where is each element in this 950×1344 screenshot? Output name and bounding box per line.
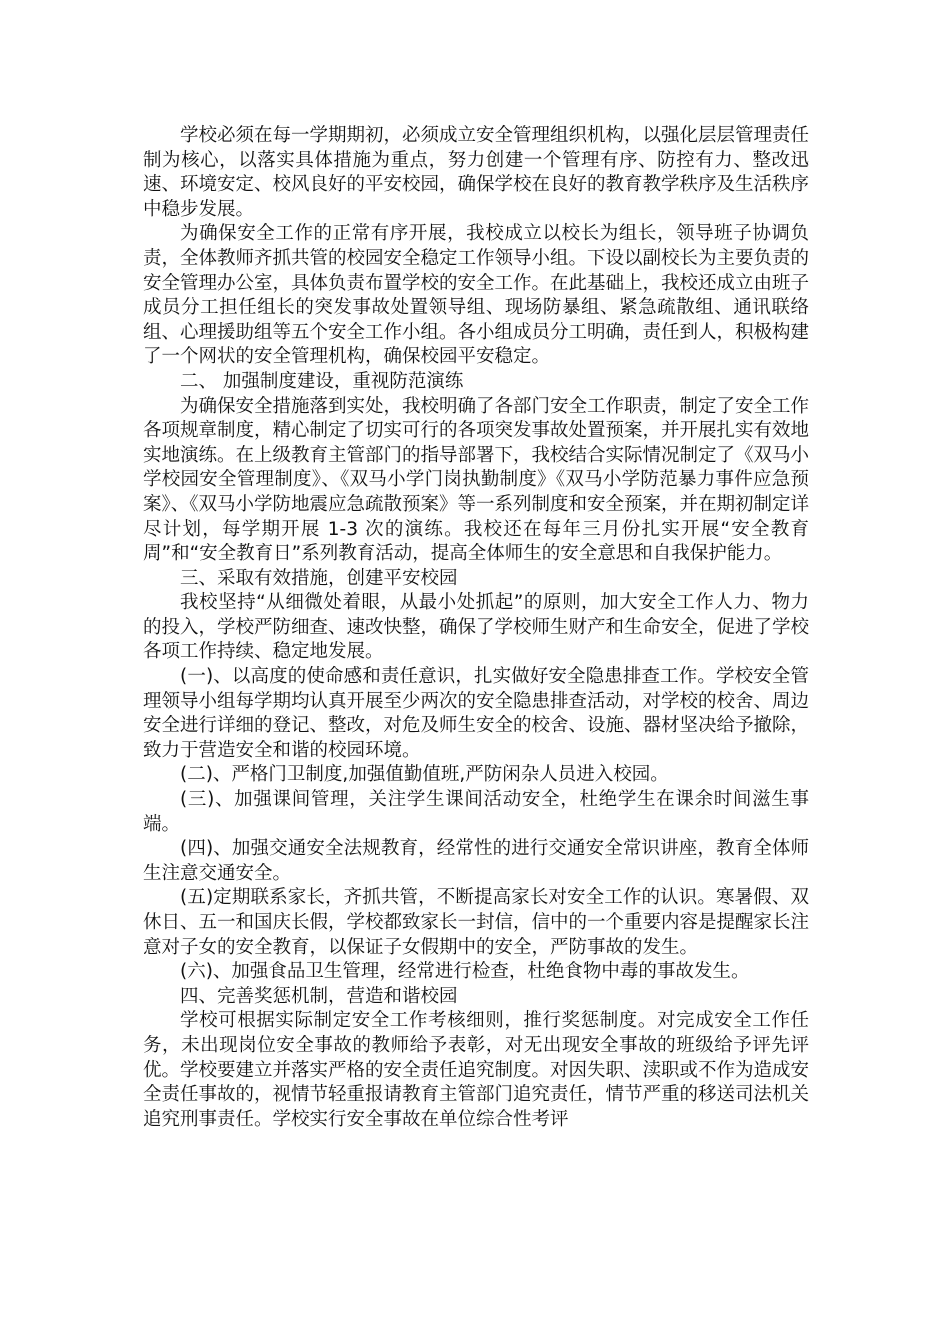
paragraph-item-6: (六)、加强食品卫生管理，经常进行检查，杜绝食物中毒的事故发生。 [180,961,750,983]
document-body [143,124,809,1132]
paragraph-2: 为确保安全工作的正常有序开展，我校成立以校长为组长，领导班子协调负责，全体教师齐抓共管的校园安全稳定工作领导小组。下设以副校长为主要负责的安全管理办公室，具体负责布置学校的安全工作。在此基础上，我校还成立由班子成员分工担任组长的突发事故处置领导组、现场防暴组、紧急疏散组、通讯联络组、心理援助组等五个安全工作小组。各小组成员分工明确，责任到人，积极构建了一个网状的安全管理机构，确保校园平安稳定。 [143,223,810,368]
paragraph-5: 学校可根据实际制定安全工作考核细则，推行奖惩制度。对完成安全工作任务，未出现岗位安全事故的教师给予表彰，对无出现安全事故的班级给予评先评优。学校要建立并落实严格的安全责任追究制度。对因失职、渎职或不作为造成安全责任事故的，视情节轻重报请教育主管部门追究责任，情节严重的移送司法机关追究刑事责任。学校实行安全事故在单位综合性考评 [143,1010,810,1130]
paragraph-item-5: (五)定期联系家长，齐抓共管，不断提高家长对安全工作的认识。寒暑假、双休日、五一和国庆长假，学校都致家长一封信，信中的一个重要内容是提醒家长注意对子女的安全教育，以保证子女假期中的安全，严防事故的发生。 [143,887,810,958]
paragraph-1: 学校必须在每一学期期初，必须成立安全管理组织机构，以强化层层管理责任制为核心，以落实具体措施为重点，努力创建一个管理有序、防控有力、整改迅速、环境安定、校风良好的平安校园，确保学校在良好的教育教学秩序及生活秩序中稳步发展。 [143,125,810,220]
paragraph-item-4: (四)、加强交通安全法规教育，经常性的进行交通安全常识讲座，教育全体师生注意交通安全。 [143,838,809,884]
section-heading-4: 四、完善奖惩机制，营造和谐校园 [180,985,458,1007]
section-heading-3: 三、采取有效措施，创建平安校园 [180,567,458,589]
section-heading-2: 二、 加强制度建设，重视防范演练 [180,370,464,392]
paragraph-4: 我校坚持“从细微处着眼，从最小处抓起”的原则，加大安全工作人力、物力的投入，学校严防细查、速改快整，确保了学校师生财产和生命安全，促进了学校各项工作持续、稳定地发展。 [143,592,810,663]
paragraph-item-3: (三)、加强课间管理，关注学生课间活动安全，杜绝学生在课余时间滋生事端。 [143,789,809,835]
paragraph-item-1: (一)、以高度的使命感和责任意识，扎实做好安全隐患排查工作。学校安全管理领导小组每学期均认真开展至少两次的安全隐患排查活动，对学校的校舍、周边安全进行详细的登记、整改，对危及师生安全的校舍、设施、器材坚决给予撤除，致力于营造安全和谐的校园环境。 [143,666,810,761]
paragraph-3: 为确保安全措施落到实处，我校明确了各部门安全工作职责，制定了安全工作各项规章制度，精心制定了切实可行的各项突发事故处置预案，并开展扎实有效地实地演练。在上级教育主管部门的指导部署下，我校结合实际情况制定了《双马小学校园安全管理制度》、《双马小学门岗执勤制度》《双马小学防范暴力事件应急预案》、《双马小学防地震应急疏散预案》等一系列制度和安全预案，并在期初制定详尽计划，每学期开展 1-3 次的演练。我校还在每年三月份扎实开展“安全教育周”和“安全教育日”系列教育活动，提高全体师生的安全意思和自我保护能力。 [143,395,810,565]
paragraph-item-2: (二)、严格门卫制度,加强值勤值班,严防闲杂人员进入校园。 [180,764,669,786]
